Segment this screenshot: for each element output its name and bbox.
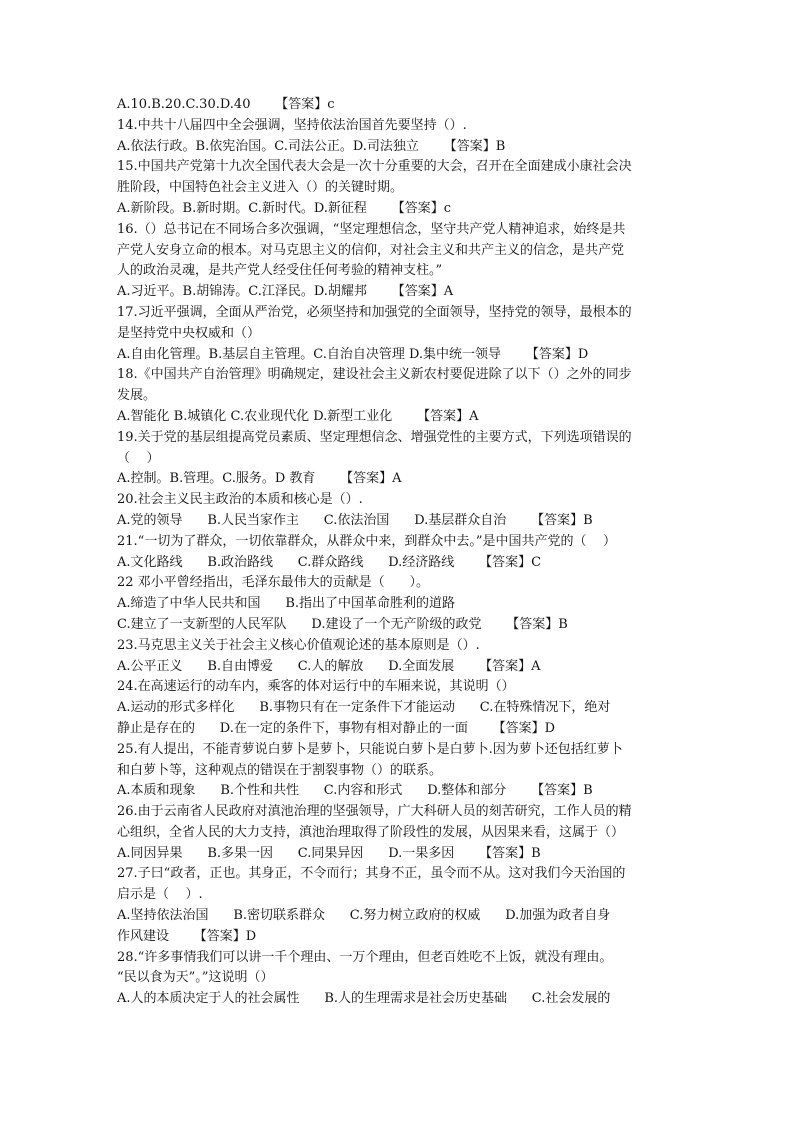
text-line: A.人的本质决定于人的社会属性 B.人的生理需求是社会历史基础 C.社会发展的: [117, 991, 611, 1007]
text-line: A.自由化管理。B.基层自主管理。C.自治自决管理 D.集中统一领导 【答案】D: [117, 346, 589, 362]
text-line: A.智能化 B.城镇化 C.农业现代化 D.新型工业化 【答案】A: [117, 408, 479, 424]
text-line: 21.“一切为了群众，一切依靠群众，从群众中来，到群众中去。”是中国共产党的（ ）: [117, 533, 616, 549]
text-line: 20.社会主义民主政治的本质和核心是（）.: [117, 492, 363, 508]
text-line: A.本质和现象 B.个性和共性 C.内容和形式 D.整体和部分 【答案】B: [117, 783, 593, 799]
text-line: 静止是存在的 D.在一定的条件下，事物有相对静止的一面 【答案】D: [117, 720, 556, 736]
text-line: A.10.B.20.C.30.D.40 【答案】c: [117, 97, 335, 112]
text-line: 启示是（ ）.: [117, 887, 203, 903]
text-line: A.缔造了中华人民共和国 B.指出了中国革命胜利的道路: [117, 596, 456, 612]
text-line: 15.中国共产党第十九次全国代表大会是一次十分重要的大会，召开在全面建成小康社会决: [117, 159, 632, 175]
text-line: （ ）: [117, 450, 160, 466]
text-line: A.公平正义 B.自由博爱 C.人的解放 D.全面发展 【答案】A: [117, 658, 541, 674]
text-line: 产党人安身立命的根本。对马克思主义的信仰，对社会主义和共产主义的信念，是共产党: [117, 242, 625, 258]
text-line: 16.（）总书记在不同场合多次强调，“坚定理想信念，坚守共产党人精神追求，始终是共: [117, 221, 626, 237]
text-line: A.依法行政。B.依宪治国。C.司法公正。D.司法独立 【答案】B: [117, 138, 506, 154]
text-line: A.同因异果 B.多果一因 C.同果异因 D.一果多因 【答案】B: [117, 845, 541, 861]
text-line: 19.关于党的基层组提高党员素质、坚定理想信念、增强党性的主要方式，下列选项错误的: [117, 429, 632, 445]
text-line: 胜阶段，中国特色社会主义进入（）的关键时期。: [117, 180, 404, 196]
text-line: 26.由于云南省人民政府对滇池治理的坚强领导，广大科研人员的刻苦研究，工作人员的精: [117, 804, 632, 820]
text-line: A.文化路线 B.政治路线 C.群众路线 D.经济路线 【答案】C: [117, 554, 542, 570]
text-line: A.坚持依法治国 B.密切联系群众 C.努力树立政府的权威 D.加强为政者自身: [117, 908, 611, 924]
text-line: “民以食为天”。”这说明（）: [117, 970, 274, 986]
text-line: 18.《中国共产自治管理》明确规定，建设社会主义新农村要促进除了以下（）之外的同步: [117, 367, 632, 383]
text-line: C.建立了一支新型的人民军队 D.建设了一个无产阶级的政党 【答案】B: [117, 616, 568, 632]
text-line: 作风建设 【答案】D: [117, 928, 257, 944]
document-body: [117, 95, 677, 1010]
text-line: 和白萝卜等，这种观点的错误在于割裂事物（）的联系。: [117, 762, 443, 778]
text-line: A.习近平。B.胡锦涛。C.江泽民。D.胡耀邦 【答案】A: [117, 284, 454, 300]
text-line: 是坚持党中央权威和（）: [117, 325, 261, 341]
text-line: 发展。: [117, 388, 157, 404]
text-line: 23.马克思主义关于社会主义核心价值观论述的基本原则是（）.: [117, 637, 480, 653]
text-line: 25.有人提出，不能青萝说白萝卜是萝卜，只能说白萝卜是白萝卜.因为萝卜还包括红萝卜: [117, 741, 623, 757]
text-line: 14.中共十八届四中全会强调，坚持依法治国首先要坚持（）.: [117, 117, 467, 133]
text-line: 22 邓小平曾经指出，毛泽东最伟大的贡献是（ ）。: [117, 575, 429, 591]
text-line: A.运动的形式多样化 B.事物只有在一定条件下才能运动 C.在特殊情况下，绝对: [117, 700, 611, 716]
text-line: 28.“许多事情我们可以讲一千个理由、一万个理由，但老百姓吃不上饭，就没有理由。: [117, 949, 613, 965]
text-line: A.党的领导 B.人民当家作主 C.依法治国 D.基层群众自治 【答案】B: [117, 512, 593, 528]
text-line: A.新阶段。B.新时期。C.新时代。D.新征程 【答案】c: [117, 200, 451, 216]
text-line: 心组织，全省人民的大力支持，滇池治理取得了阶段性的发展，从因果来看，这属于（）: [117, 824, 625, 840]
text-line: 24.在高速运行的动车内，乘客的体对运行中的车厢来说，其说明（）: [117, 679, 515, 695]
text-line: 27.子曰“政者，正也。其身正，不令而行；其身不正，虽令而不从。这对我们今天治国的: [117, 866, 626, 882]
text-line: A.控制。B.管理。C.服务。D 教育 【答案】A: [117, 471, 402, 487]
text-line: 人的政治灵魂，是共产党人经受住任何考验的精神支柱。”: [117, 263, 443, 279]
text-line: 17.习近平强调，全面从严治党，必须坚持和加强党的全面领导，坚持党的领导，最根本的: [117, 304, 632, 320]
